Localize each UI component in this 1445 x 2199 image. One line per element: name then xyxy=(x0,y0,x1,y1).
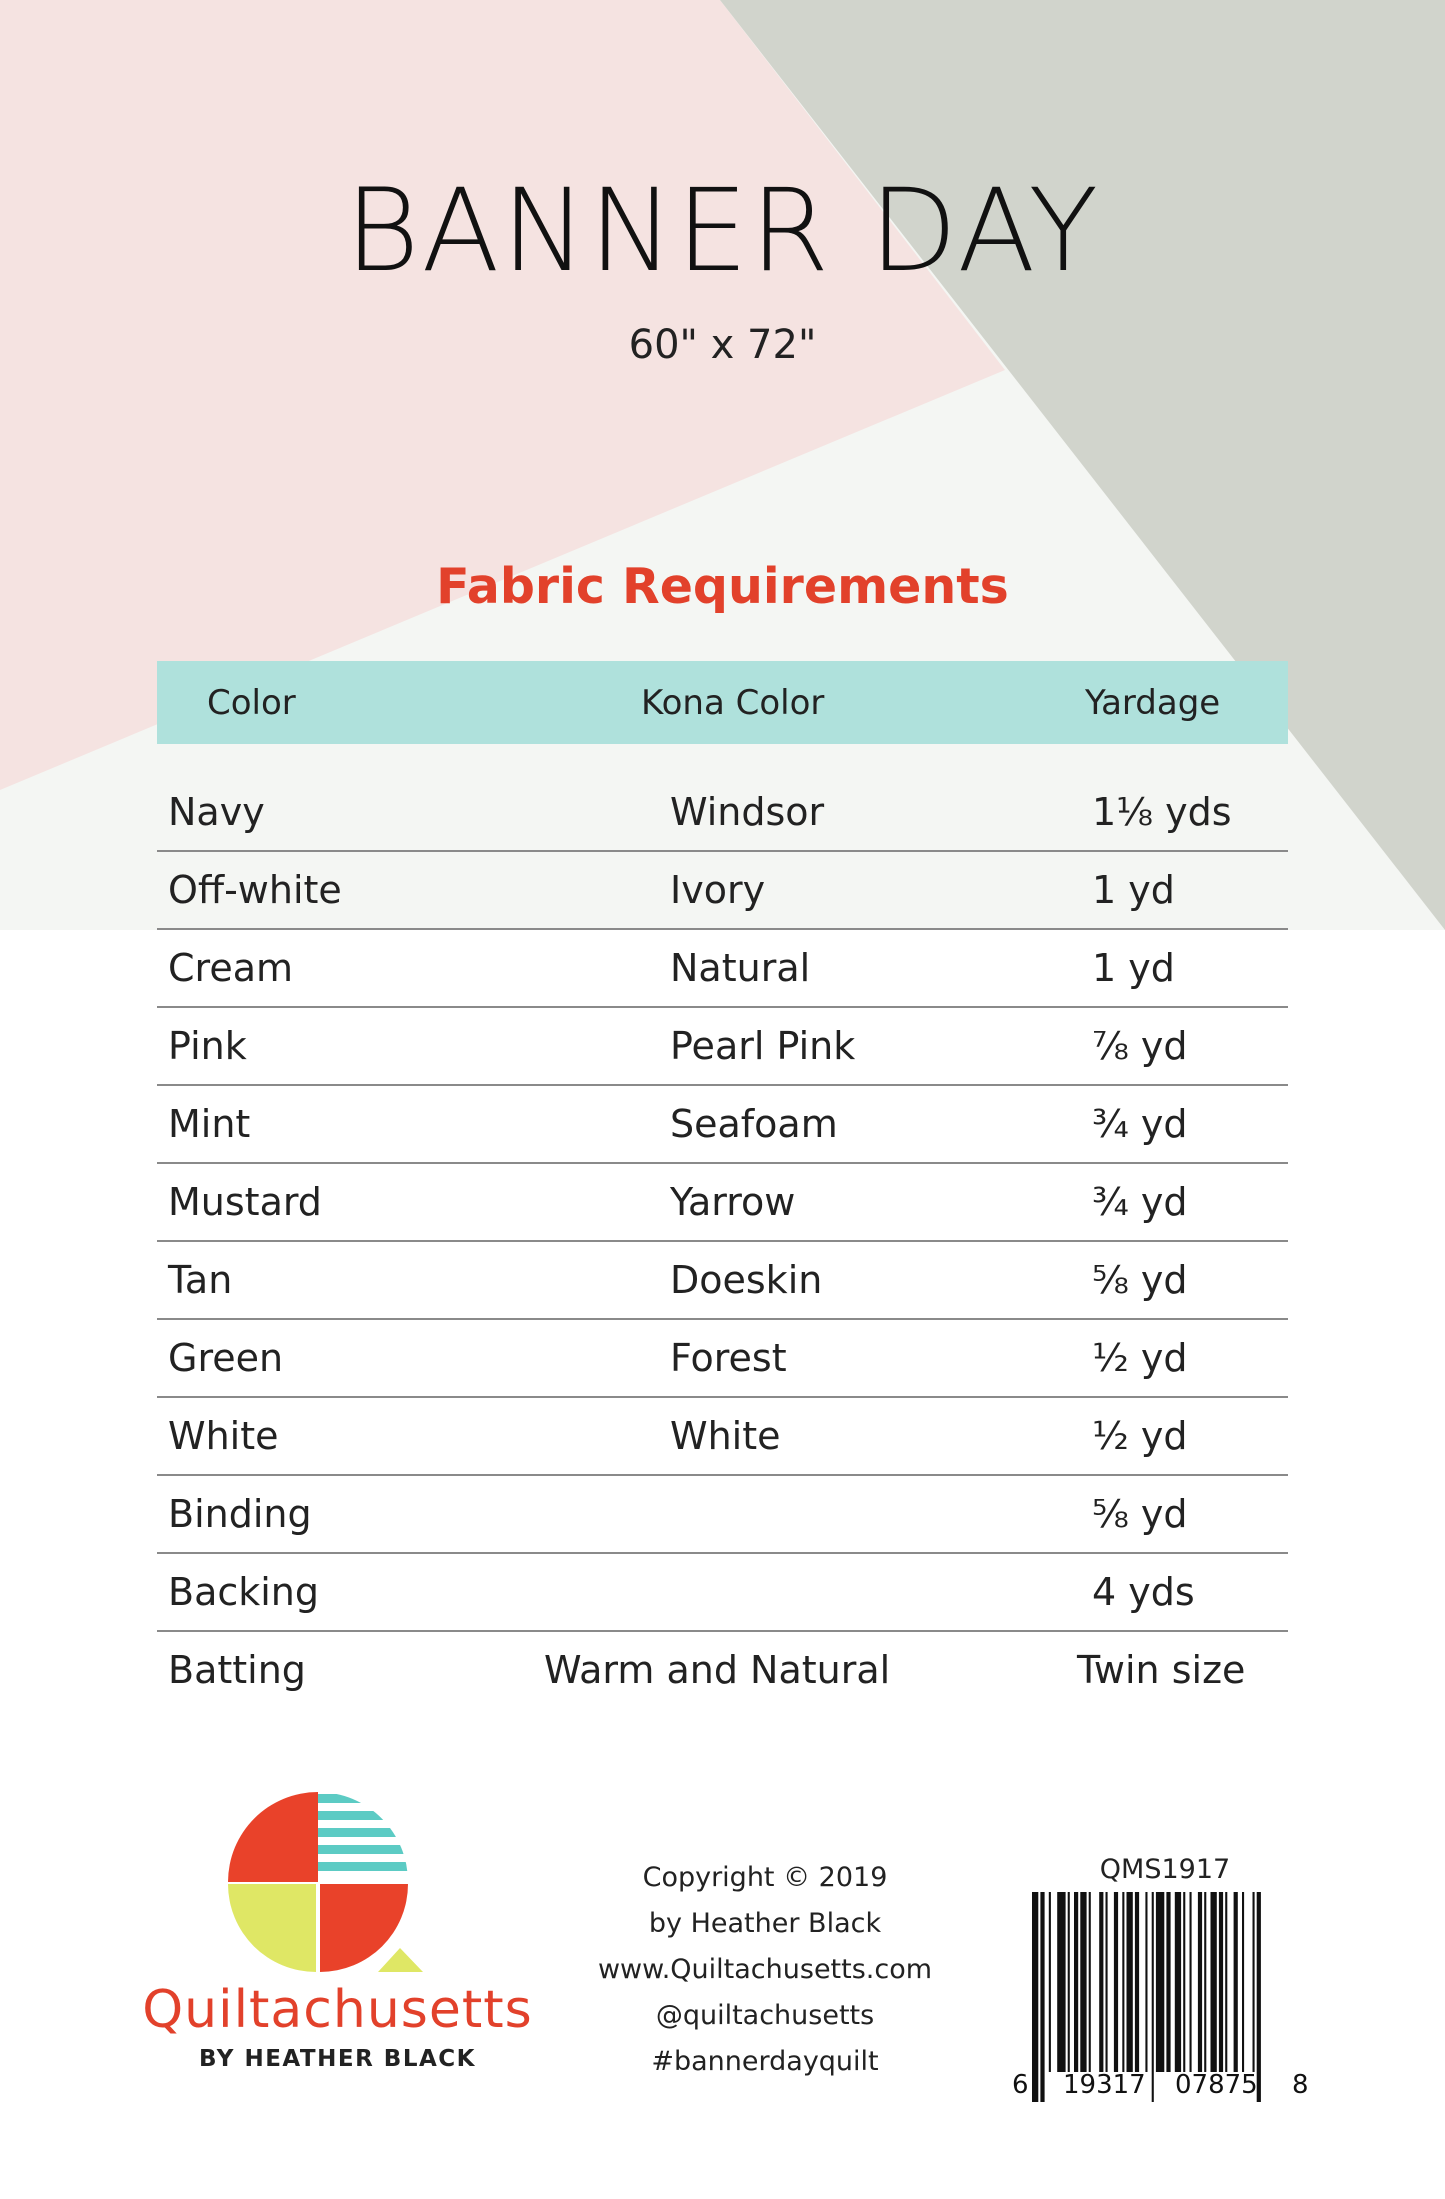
cell-kona: Ivory xyxy=(670,868,766,912)
barcode-bar xyxy=(1127,1892,1133,2072)
cell-kona: Pearl Pink xyxy=(670,1024,856,1068)
barcode-bar xyxy=(1175,1892,1181,2072)
cell-kona: Natural xyxy=(670,946,811,990)
cell-yardage: 4 yds xyxy=(1092,1570,1195,1614)
copyright-line: Copyright © 2019 xyxy=(642,1862,888,1893)
barcode-digits-left: 19317 xyxy=(1063,2070,1146,2100)
header-color: Color xyxy=(207,683,296,723)
quilt-circle-logo-icon xyxy=(228,1790,438,1980)
cell-yardage: ⅝ yd xyxy=(1092,1258,1188,1302)
author-line: by Heather Black xyxy=(648,1908,882,1939)
barcode-bar xyxy=(1145,1892,1147,2072)
barcode-bar xyxy=(1183,1892,1185,2072)
barcode-digit-last: 8 xyxy=(1292,2070,1309,2100)
table-row xyxy=(157,852,1288,930)
cell-yardage: Twin size xyxy=(1077,1648,1246,1692)
table-row xyxy=(157,1476,1288,1554)
cell-yardage: ½ yd xyxy=(1092,1336,1188,1380)
table-row xyxy=(157,930,1288,1008)
product-sku: QMS1917 xyxy=(1099,1854,1231,1885)
cell-color: Navy xyxy=(168,790,265,834)
cell-color: White xyxy=(168,1414,279,1458)
cell-yardage: ⅝ yd xyxy=(1092,1492,1188,1536)
logo-yellow-triangle xyxy=(378,1948,423,1972)
logo-yellow-quarter xyxy=(228,1884,316,1972)
barcode-bar xyxy=(1068,1892,1070,2072)
cell-color: Mustard xyxy=(168,1180,322,1224)
copyright-info xyxy=(585,1855,945,2085)
barcode-bar xyxy=(1106,1892,1108,2072)
logo-red-quarter xyxy=(228,1792,318,1882)
cell-color: Off-white xyxy=(168,868,342,912)
barcode-bar xyxy=(1211,1892,1217,2072)
barcode-bar xyxy=(1040,1892,1044,2102)
cell-yardage: ½ yd xyxy=(1092,1414,1188,1458)
table-row xyxy=(157,1164,1288,1242)
brand-name: Quiltachusetts xyxy=(142,1980,533,2040)
table-row xyxy=(157,774,1288,852)
website-link[interactable]: www.Quiltachusetts.com xyxy=(597,1954,933,1985)
hashtag: #bannerdayquilt xyxy=(651,2046,879,2077)
barcode-bar xyxy=(1032,1892,1038,2102)
cell-yardage: 1 yd xyxy=(1092,946,1175,990)
cell-kona: Forest xyxy=(670,1336,787,1380)
barcode-bar xyxy=(1190,1892,1192,2072)
cell-kona: Doeskin xyxy=(670,1258,823,1302)
table-row xyxy=(157,1320,1288,1398)
cell-color: Backing xyxy=(168,1570,320,1614)
barcode-bar xyxy=(1122,1892,1124,2072)
fabric-requirements-table xyxy=(157,661,1288,1708)
table-row xyxy=(157,1086,1288,1164)
barcode-bar xyxy=(1074,1892,1078,2072)
barcode-digit-first: 6 xyxy=(1012,2070,1029,2100)
table-row xyxy=(157,1632,1288,1708)
barcode-bar xyxy=(1152,1892,1154,2102)
barcode-bar xyxy=(1225,1892,1227,2072)
barcode-bar xyxy=(1198,1892,1202,2072)
header-kona-color: Kona Color xyxy=(641,683,825,723)
pattern-title: BANNER DAY xyxy=(344,164,1101,297)
barcode-bar xyxy=(1099,1892,1103,2072)
table-row xyxy=(157,1398,1288,1476)
cell-kona: Windsor xyxy=(670,790,825,834)
table-row xyxy=(157,1554,1288,1632)
cell-color: Tan xyxy=(168,1258,233,1302)
barcode-bar xyxy=(1114,1892,1118,2072)
cell-yardage: ¾ yd xyxy=(1092,1180,1188,1224)
fabric-requirements-heading: Fabric Requirements xyxy=(436,558,1009,615)
cell-yardage: 1⅛ yds xyxy=(1092,790,1232,834)
cell-yardage: 1 yd xyxy=(1092,868,1175,912)
barcode-bar xyxy=(1080,1892,1086,2072)
barcode-bar xyxy=(1219,1892,1223,2072)
barcode-bar xyxy=(1253,1892,1255,2072)
cell-kona: Seafoam xyxy=(670,1102,838,1146)
cell-yardage: ¾ yd xyxy=(1092,1102,1188,1146)
cell-color: Batting xyxy=(168,1648,306,1692)
barcode-bar xyxy=(1166,1892,1170,2072)
barcode-digits-right: 07875 xyxy=(1175,2070,1258,2100)
cell-color: Pink xyxy=(168,1024,247,1068)
cell-yardage: ⅞ yd xyxy=(1092,1024,1188,1068)
header-yardage: Yardage xyxy=(1085,683,1221,723)
table-row xyxy=(157,1242,1288,1320)
barcode-bar xyxy=(1049,1892,1051,2072)
table-row xyxy=(157,1008,1288,1086)
barcode-bar xyxy=(1234,1892,1238,2072)
cell-color: Binding xyxy=(168,1492,312,1536)
barcode-bar xyxy=(1242,1892,1244,2072)
social-handle: @quiltachusetts xyxy=(655,2000,875,2031)
quilt-size: 60" x 72" xyxy=(628,322,817,368)
cell-kona: Warm and Natural xyxy=(544,1648,891,1692)
cell-color: Green xyxy=(168,1336,284,1380)
logo-striped-quarter xyxy=(318,1790,413,1885)
cell-color: Cream xyxy=(168,946,294,990)
barcode-bar xyxy=(1057,1892,1065,2072)
table-header xyxy=(157,661,1288,744)
barcode-bar xyxy=(1089,1892,1091,2072)
cell-kona: Yarrow xyxy=(670,1180,796,1224)
brand-byline: BY HEATHER BLACK xyxy=(199,2046,476,2072)
cell-color: Mint xyxy=(168,1102,251,1146)
table-body xyxy=(157,774,1288,1708)
barcode-bar xyxy=(1135,1892,1139,2072)
barcode-bar xyxy=(1204,1892,1206,2072)
cell-kona: White xyxy=(670,1414,781,1458)
barcode-bar xyxy=(1156,1892,1164,2072)
